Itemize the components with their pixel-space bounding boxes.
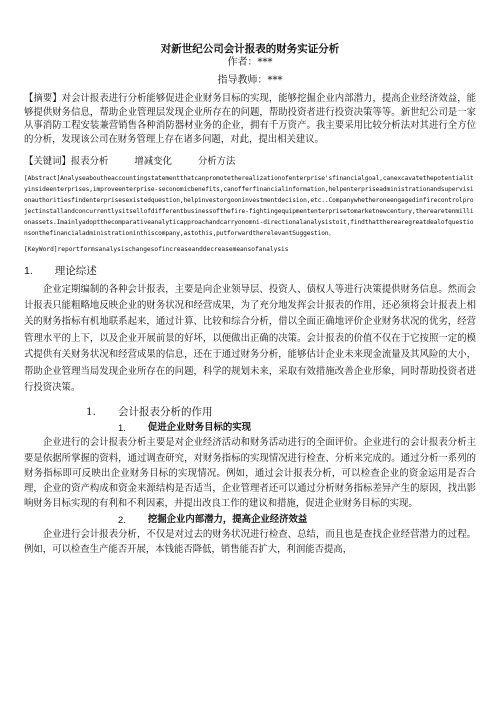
subsection-2-body: 企业进行会计报表分析，不仅是对过去的财务状况进行检查、总结，而且也是查找企业经营潜力的过程。例如，可以检查生产能否开展，本钱能否降低，销售能否扩大，利润能否提高， xyxy=(24,528,476,556)
section-2-heading xyxy=(24,405,476,419)
abstract-cn: 【摘要】对会计报表进行分析能够促进企业财务目标的实现，能够挖掘企业内部潜力，提高企业经济效益，能够提供财务信息，帮助企业管理层发现企业所存在的问题，帮助投资者进行投资决策等等。新世纪公司是一家从事消防工程安装兼营销售各种消防器材业务的企业，拥有千万资产。我主要采用比较分析法对其进行全方位的分析，发现该公司在财务管理上存在诸多问题，对此，提出相关建议。 xyxy=(24,93,476,145)
keyword-item: 增减变化 xyxy=(134,156,172,168)
paper-advisor: 指导教师：*** xyxy=(217,75,283,86)
keyword-item: 分析方法 xyxy=(197,156,236,168)
keywords-cn-label: 【关键词】 xyxy=(24,156,71,168)
subsection-1-heading xyxy=(24,421,476,435)
paper-author: 作者：*** xyxy=(227,57,273,68)
section-title: 会计报表分析的作用 xyxy=(118,406,213,419)
section-title: 理论综述 xyxy=(54,264,97,277)
subsection-1-body: 企业进行的会计报表分析主要是对企业经济活动和财务活动进行的全面评价。企业进行的会计报表分析主要是依据所掌握的资料，通过调查研究，对财务指标的实现情况进行检查、分析来完成的。通过分析一系列的财务指标即可反映出企业财务目标的实现情况。例如，通过会计报表分析，可以检查企业的资金运用是否合理，企业的资产构成和资金来源结构是否适当，企业管理者还可以通过分析财务指标差异产生的原因，找出影响财务目标实现的有利和不利因素，并提出改良工作的建议和措施，促进企业财务目标的实现。 xyxy=(24,437,476,509)
abstract-en: [Abstract]Analyseaboutheaccountingstatementthatcanpromotetherealizationofenterprise'sfinancialgoal,canexcavatethepotentialityinsideenterprises,improveenterprise-seconomicbenefits,canofferfinancialinformation,helpenterpriseadministrationandsupervisionauthoritiesfindenterprisesexistedquestion,helpinvestorgooninvestmentdecision,etc..Companywhetheroneengagedinfirecontrolprojectinstallandconcurrentlysitsellofdifferentbusinessofthefire-fightingequipmententerprisetomarketnewcentury,therearetenmillionassets.Imainlyadoptthecomparativeanalyticapproachandcarryonomni-directionalanalysistoit,findthattherearegreatdealofquestionsonthefinancialadministrationinthiscompany,astothis,putforwardtherelevantSuggestion。 xyxy=(24,174,474,238)
keywords-en: [KeyWord]reportformsanalysischangesofincreaseanddecreasemeansofanalysis xyxy=(24,245,289,253)
keyword-item: 报表分析 xyxy=(70,156,109,168)
keywords-cn xyxy=(24,155,476,169)
section-1-heading xyxy=(24,264,476,278)
subsection-title: 促进企业财务目标的实现 xyxy=(147,422,251,434)
section-number: 1. xyxy=(86,406,97,419)
section-1-body: 企业定期编制的各种会计报表，主要是向企业领导层、投资人、债权人等进行决策提供财务信息。然而会计报表只能粗略地反映企业的财务状况和经营成果，为了充分地发挥会计报表的作用，还必须将会计报表上相关的财务指标有机地联系起来，通过计算、比较和综合分析，借以全面正确地评价企业财务状况的优劣，经营管理水平的上下，以及企业开展前景的好坏，以便做出正确的决策。会计报表的价值不仅在于它按照一定的模式提供有关财务状况和经营成果的信息，还在于通过财务分析，能够估计企业未来现金流量及其风险的大小，帮助企业管理当局发现企业所存在的问题，科学的规划未来，采取有效措施改善企业形象，同时帮助投资者进行投资决策。 xyxy=(24,283,476,394)
paper-title: 对新世纪公司会计报表的财务实证分析 xyxy=(160,43,340,55)
subsection-number: 1. xyxy=(118,422,126,434)
subsection-title: 挖掘企业内部潜力，提高企业经济效益 xyxy=(147,513,308,525)
subsection-number: 2. xyxy=(118,513,126,525)
section-number: 1. xyxy=(24,264,33,277)
subsection-2-heading xyxy=(24,513,476,527)
